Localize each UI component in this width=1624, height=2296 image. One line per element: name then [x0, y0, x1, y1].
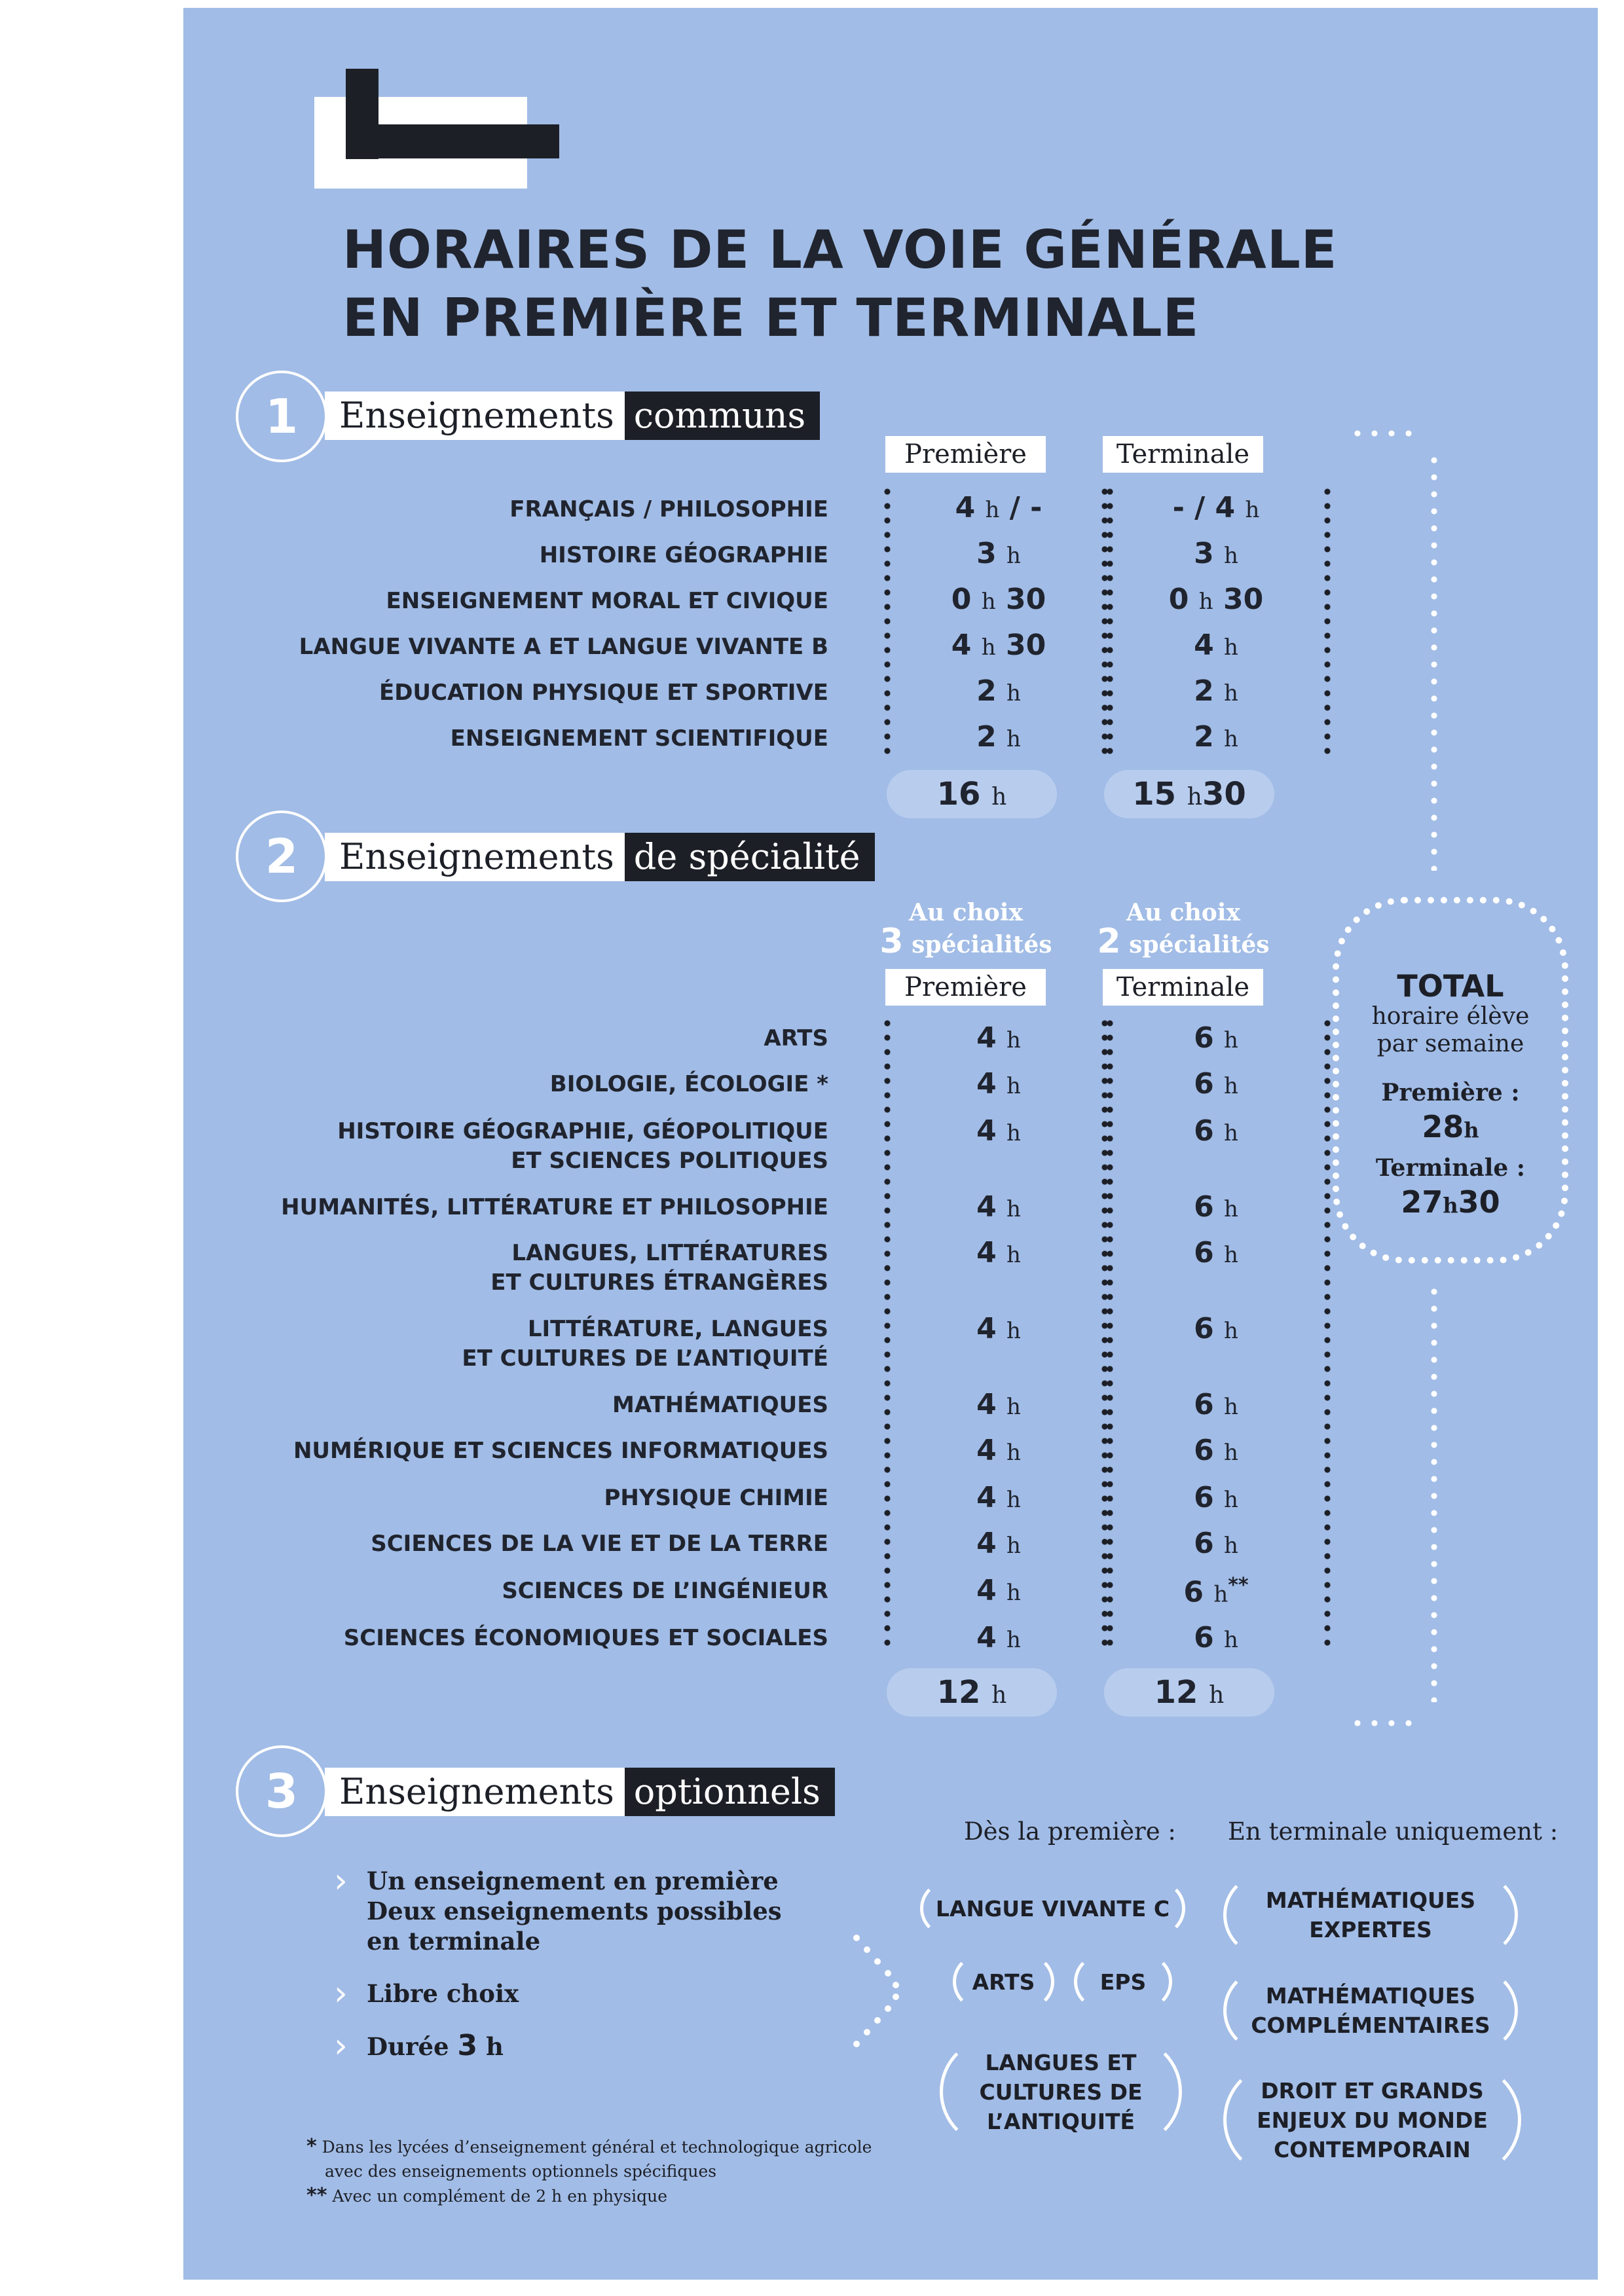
s1-total-premiere-num: 16: [936, 776, 981, 812]
total-terminale-label: Terminale :: [1375, 1154, 1526, 1182]
bullet-3-unit: h: [477, 2032, 504, 2061]
s2-terminale-hours: [1118, 1527, 1314, 1560]
section-2-badge: [236, 811, 327, 902]
s2-subject-line-2: ET SCIENCES POLITIQUES: [511, 1148, 828, 1174]
s1-subject-label: ENSEIGNEMENT SCIENTIFIQUE: [450, 725, 828, 752]
s2-premiere-unit: h: [1006, 1394, 1021, 1420]
s1-premiere-suffix: / -: [999, 491, 1043, 524]
s1-total-terminale: [1104, 770, 1274, 818]
s2-subject-label: [281, 1193, 828, 1222]
connector-lower: [1430, 1283, 1438, 1702]
s2-premiere-num: 4: [976, 1621, 997, 1654]
s1-terminale-hours: [1118, 674, 1314, 708]
s2-subject-label: [550, 1070, 828, 1099]
s1-terminale-num: 4: [1194, 629, 1214, 662]
s2-terminale-unit: h: [1224, 1073, 1238, 1099]
bullet-2-text: Libre choix: [367, 1979, 519, 2008]
bullet-1-line-2: Deux enseignements possibles: [367, 1897, 782, 1925]
s1-premiere-hours: [900, 491, 1097, 524]
s2-choice-premiere-line1: Au choix: [909, 899, 1023, 926]
option-mc-line-1: MATHÉMATIQUES: [1265, 1983, 1476, 2009]
s2-terminale-hours: [1118, 1388, 1314, 1421]
s1-subject-label: FRANÇAIS / PHILOSOPHIE: [509, 496, 828, 522]
s2-terminale-hours: [1118, 1481, 1314, 1514]
option-dg-line-2: ENJEUX DU MONDE: [1257, 2107, 1488, 2133]
s2-subject-label: [502, 1576, 828, 1606]
s2-terminale-hours: [1118, 1190, 1314, 1224]
s2-subject-line-1: SCIENCES DE L’INGÉNIEUR: [502, 1578, 828, 1604]
s2-terminale-hours: [1118, 1574, 1314, 1609]
footnotes: [306, 2134, 872, 2208]
s1-terminale-num: 4: [1215, 491, 1236, 524]
s1-total-terminale-unit: h: [1187, 784, 1202, 811]
s2-subject-line-2: ET CULTURES ÉTRANGÈRES: [490, 1269, 828, 1296]
option-me-line-2: EXPERTES: [1309, 1917, 1432, 1942]
s2-terminale-num: 6: [1183, 1575, 1204, 1609]
option-dg-line-1: DROIT ET GRANDS: [1261, 2077, 1484, 2104]
s2-premiere-hours: [900, 1190, 1097, 1224]
s2-terminale-unit: h: [1224, 1120, 1238, 1146]
s2-terminale-num: 6: [1194, 1434, 1214, 1467]
s1-terminale-hours: [1118, 537, 1314, 570]
s2-col-terminale: Terminale: [1103, 969, 1263, 1006]
s2-terminale-hours: [1118, 1312, 1314, 1345]
s2-total-terminale-unit: h: [1209, 1682, 1225, 1709]
s1-premiere-num: 4: [955, 491, 976, 524]
s2-choice-premiere-num: 3: [879, 922, 904, 961]
s2-col-premiere: Première: [885, 969, 1046, 1006]
option-lv-c-label: LANGUE VIVANTE C: [935, 1895, 1170, 1922]
s1-terminale-unit: h: [1224, 634, 1238, 661]
option-lca-line-2: CULTURES DE: [979, 2079, 1143, 2105]
s2-premiere-unit: h: [1006, 1487, 1021, 1513]
s2-premiere-unit: h: [1006, 1073, 1021, 1099]
s2-terminale-num: 6: [1194, 1312, 1214, 1345]
section-1-label: Enseignements: [325, 392, 625, 440]
s2-terminale-unit: h: [1224, 1027, 1238, 1053]
s1-terminale-unit: h: [1245, 497, 1260, 523]
section-2-heading: [325, 833, 875, 881]
s2-total-terminale: [1104, 1668, 1274, 1717]
s2-terminale-num: 6: [1194, 1236, 1214, 1269]
s2-subject-label: [337, 1117, 828, 1176]
s2-subject-line-1: LANGUES, LITTÉRATURES: [511, 1240, 828, 1266]
s2-terminale-hours: [1118, 1236, 1314, 1269]
s2-subject-line-1: HUMANITÉS, LITTÉRATURE ET PHILOSOPHIE: [281, 1194, 828, 1220]
section-2-number: 2: [265, 829, 299, 884]
s1-terminale-unit: h: [1224, 726, 1238, 752]
s2-subject-line-1: SCIENCES ÉCONOMIQUES ET SOCIALES: [343, 1625, 828, 1651]
total-premiere-num: 28: [1422, 1109, 1464, 1144]
s1-premiere-num: 2: [976, 720, 997, 754]
s1-total-premiere-unit: h: [991, 784, 1007, 811]
total-premiere-unit: h: [1464, 1118, 1479, 1142]
bullet-3-prefix: Durée: [367, 2032, 458, 2061]
s1-total-premiere: [887, 770, 1057, 818]
s2-total-premiere-num: 12: [936, 1674, 981, 1711]
connector-bottom: [1349, 1719, 1421, 1727]
s2-terminale-hours: [1118, 1067, 1314, 1101]
s2-terminale-num: 6: [1194, 1388, 1214, 1421]
s2-premiere-unit: h: [1006, 1580, 1021, 1606]
s1-premiere-hours: [900, 629, 1097, 662]
s2-subject-label: [604, 1484, 828, 1513]
total-terminale-value: [1339, 1184, 1562, 1223]
option-arts-label: ARTS: [972, 1969, 1035, 1995]
s2-terminale-unit: h: [1224, 1627, 1238, 1653]
page-title: [342, 216, 1337, 352]
s2-choice-premiere-line2: spécialités: [912, 931, 1052, 958]
s2-terminale-num: 6: [1194, 1481, 1214, 1514]
s2-subject-line-1: MATHÉMATIQUES: [612, 1392, 828, 1418]
optional-bullets: [334, 1861, 782, 2084]
s2-total-terminale-num: 12: [1154, 1674, 1198, 1711]
s2-terminale-mark: **: [1228, 1574, 1249, 1597]
bullet-3: [334, 2026, 782, 2066]
s1-premiere-hours: [900, 583, 1097, 616]
bullet-1-line-1: Un enseignement en première: [367, 1867, 779, 1895]
s2-premiere-unit: h: [1006, 1242, 1021, 1268]
bullet-1: [334, 1861, 782, 1956]
s2-choice-terminale-line1: Au choix: [1126, 899, 1240, 926]
s1-terminale-hours: [1118, 629, 1314, 662]
footnote-1-line-2: avec des enseignements optionnels spécifiques: [325, 2162, 717, 2181]
s2-choice-terminale-num: 2: [1097, 922, 1121, 961]
s1-premiere-hours: [900, 674, 1097, 708]
s2-premiere-hours: [900, 1434, 1097, 1467]
section-1-badge: [236, 371, 327, 462]
footnote-1-line-1: Dans les lycées d’enseignement général et technologique agricole: [322, 2138, 872, 2157]
s1-premiere-unit: h: [981, 634, 996, 661]
s1-premiere-unit: h: [981, 589, 996, 615]
s2-terminale-hours: [1118, 1434, 1314, 1467]
s1-premiere-num: 4: [951, 629, 972, 662]
s2-terminale-hours: [1118, 1021, 1314, 1055]
total-terminale-suffix: 30: [1458, 1184, 1500, 1220]
s2-subject-line-1: LITTÉRATURE, LANGUES: [527, 1316, 828, 1342]
footnote-1: [306, 2134, 872, 2159]
s2-premiere-unit: h: [1006, 1533, 1021, 1559]
s1-terminale-num: 3: [1194, 537, 1214, 570]
s1-terminale-num: 2: [1194, 674, 1214, 708]
s1-terminale-dotted-column: [1101, 484, 1331, 759]
s1-premiere-num: 0: [951, 583, 972, 616]
s1-premiere-unit: h: [985, 497, 1000, 523]
s2-subject-label: [371, 1529, 828, 1559]
option-lca-line-3: L’ANTIQUITÉ: [986, 2108, 1135, 2134]
s2-terminale-num: 6: [1194, 1114, 1214, 1148]
s2-terminale-hours: [1118, 1114, 1314, 1148]
s1-terminale-hours: [1118, 583, 1314, 616]
s2-premiere-num: 4: [976, 1236, 997, 1269]
option-mc-line-2: COMPLÉMENTAIRES: [1251, 2013, 1490, 2038]
s2-subject-label: [764, 1024, 828, 1053]
option-langues-cultures-antiquite: [940, 2036, 1182, 2147]
s1-col-terminale: Terminale: [1103, 436, 1263, 473]
s1-premiere-dotted-column: [884, 484, 1113, 759]
s1-premiere-unit: h: [1006, 680, 1021, 706]
s2-premiere-hours: [900, 1067, 1097, 1101]
chevron-right-icon: ›: [334, 2026, 348, 2066]
s2-subject-label: [462, 1315, 828, 1374]
s2-premiere-hours: [900, 1527, 1097, 1560]
s2-premiere-num: 4: [976, 1312, 997, 1345]
s2-premiere-num: 4: [976, 1067, 997, 1101]
section-2-label: Enseignements: [325, 833, 625, 881]
footnote-2-star: **: [306, 2184, 327, 2207]
option-mathematiques-expertes: [1223, 1872, 1518, 1958]
option-me-line-1: MATHÉMATIQUES: [1265, 1887, 1476, 1913]
s2-terminale-hours: [1118, 1621, 1314, 1654]
footnote-2: [306, 2183, 872, 2208]
s1-premiere-unit: h: [1006, 726, 1021, 752]
s2-premiere-hours: [900, 1574, 1097, 1607]
s2-subject-line-2: ET CULTURES DE L’ANTIQUITÉ: [462, 1345, 828, 1372]
chevron-right-icon: ›: [334, 1974, 348, 2013]
total-box: [1333, 897, 1568, 1264]
s2-premiere-hours: [900, 1236, 1097, 1269]
total-terminale-unit: h: [1443, 1193, 1458, 1218]
s2-premiere-num: 4: [976, 1434, 997, 1467]
des-premiere-heading: Dès la première :: [964, 1817, 1176, 1846]
s2-premiere-hours: [900, 1021, 1097, 1055]
s1-terminale-suffix: 30: [1213, 583, 1264, 616]
s2-terminale-num: 6: [1194, 1621, 1214, 1654]
s2-terminale-unit: h: [1224, 1318, 1238, 1344]
option-arts: [953, 1954, 1054, 2010]
s2-total-premiere: [887, 1668, 1057, 1717]
s1-premiere-unit: h: [1006, 543, 1021, 569]
s2-total-premiere-unit: h: [991, 1682, 1007, 1709]
s2-terminale-unit: h: [1224, 1487, 1238, 1513]
s2-premiere-hours: [900, 1621, 1097, 1654]
total-title: TOTAL: [1397, 968, 1504, 1004]
s1-terminale-hours: [1118, 491, 1314, 524]
s2-choice-terminale-line2: spécialités: [1129, 931, 1270, 958]
s2-premiere-unit: h: [1006, 1027, 1021, 1053]
s2-premiere-num: 4: [976, 1527, 997, 1560]
s2-premiere-hours: [900, 1114, 1097, 1148]
s1-terminale-prefix: - /: [1172, 491, 1215, 524]
s2-subject-label: [612, 1391, 828, 1420]
s1-terminale-num: 2: [1194, 720, 1214, 754]
s1-subject-label: HISTOIRE GÉOGRAPHIE: [539, 542, 828, 568]
section-2-highlight: de spécialité: [625, 833, 875, 881]
s2-premiere-num: 4: [976, 1190, 997, 1224]
section-1-number: 1: [265, 389, 299, 444]
s2-terminale-unit: h: [1224, 1440, 1238, 1466]
s2-subject-line-1: HISTOIRE GÉOGRAPHIE, GÉOPOLITIQUE: [337, 1118, 828, 1144]
s1-premiere-suffix: 30: [995, 629, 1046, 662]
section-1-highlight: communs: [625, 392, 820, 440]
option-dg-line-3: CONTEMPORAIN: [1274, 2136, 1471, 2162]
section-3-label: Enseignements: [325, 1768, 625, 1816]
option-eps: [1074, 1954, 1172, 2010]
total-premiere-value: [1339, 1109, 1562, 1148]
s1-premiere-hours: [900, 720, 1097, 754]
s2-terminale-num: 6: [1194, 1067, 1214, 1101]
s2-premiere-unit: h: [1006, 1318, 1021, 1344]
total-sub1: horaire élève: [1371, 1003, 1530, 1030]
bullet-3-num: 3: [457, 2029, 478, 2062]
s1-terminale-unit: h: [1224, 680, 1238, 706]
en-terminale-heading: En terminale uniquement :: [1228, 1817, 1559, 1846]
s2-terminale-num: 6: [1194, 1527, 1214, 1560]
s2-premiere-num: 4: [976, 1481, 997, 1514]
s2-subject-label: [344, 1624, 828, 1653]
title-line-2: EN PREMIÈRE ET TERMINALE: [342, 287, 1200, 348]
s2-premiere-unit: h: [1006, 1120, 1021, 1146]
connector-upper: [1430, 452, 1438, 871]
option-mathematiques-complementaires: [1223, 1968, 1518, 2053]
footnote-1-star: *: [306, 2135, 317, 2158]
s2-premiere-unit: h: [1006, 1627, 1021, 1653]
s1-premiere-hours: [900, 537, 1097, 570]
s1-subject-label: ÉDUCATION PHYSIQUE ET SPORTIVE: [378, 680, 828, 706]
s2-premiere-num: 4: [976, 1114, 997, 1148]
section-3-highlight: optionnels: [625, 1768, 835, 1816]
s1-premiere-num: 2: [976, 674, 997, 708]
option-droit-grands-enjeux: [1223, 2062, 1521, 2178]
s1-terminale-unit: h: [1224, 543, 1238, 569]
s2-subject-label: [293, 1436, 828, 1466]
s1-terminale-num: 0: [1168, 583, 1189, 616]
section-3-badge: [236, 1745, 327, 1837]
option-eps-label: EPS: [1099, 1969, 1147, 1995]
total-terminale-num: 27: [1401, 1184, 1443, 1220]
s2-subject-line-1: ARTS: [764, 1025, 828, 1051]
s2-premiere-hours: [900, 1312, 1097, 1345]
s1-col-premiere: Première: [885, 436, 1046, 473]
s2-subject-label: [490, 1239, 828, 1298]
s1-subject-label: ENSEIGNEMENT MORAL ET CIVIQUE: [386, 588, 828, 614]
dotted-arrow-connector: [851, 1931, 904, 2062]
s2-terminale-unit: h: [1224, 1242, 1238, 1268]
s2-premiere-num: 4: [976, 1388, 997, 1421]
s2-premiere-unit: h: [1006, 1196, 1021, 1222]
s2-premiere-num: 4: [976, 1574, 997, 1607]
s2-premiere-num: 4: [976, 1021, 997, 1055]
bullet-1-line-3: en terminale: [367, 1927, 541, 1956]
s1-total-terminale-num: 15: [1132, 776, 1177, 812]
bullet-2: [334, 1974, 782, 2013]
title-line-1: HORAIRES DE LA VOIE GÉNÉRALE: [342, 219, 1338, 280]
s2-terminale-num: 6: [1194, 1021, 1214, 1055]
s2-premiere-unit: h: [1006, 1440, 1021, 1466]
connector-top: [1349, 429, 1421, 437]
s2-choice-terminale: [1075, 898, 1291, 959]
section-3-heading: [325, 1768, 835, 1816]
s2-terminale-unit: h: [1224, 1394, 1238, 1420]
logo-bar-horizontal: [346, 124, 559, 158]
chevron-right-icon: ›: [334, 1861, 348, 1901]
s2-terminale-unit: h: [1224, 1533, 1238, 1559]
section-1-heading: [325, 392, 820, 440]
footnote-2-text: Avec un complément de 2 h en physique: [332, 2187, 667, 2206]
s2-terminale-num: 6: [1194, 1190, 1214, 1224]
s2-subject-line-1: NUMÉRIQUE ET SCIENCES INFORMATIQUES: [293, 1438, 828, 1464]
s1-subject-label: LANGUE VIVANTE A ET LANGUE VIVANTE B: [299, 634, 828, 660]
option-langue-vivante-c: [920, 1880, 1185, 1937]
s1-total-terminale-suffix: 30: [1202, 776, 1246, 812]
total-sub2: par semaine: [1376, 1030, 1524, 1057]
option-lca-line-1: LANGUES ET: [985, 2049, 1137, 2075]
s2-subject-line-1: SCIENCES DE LA VIE ET DE LA TERRE: [371, 1531, 828, 1557]
s2-choice-premiere: [858, 898, 1074, 959]
s2-subject-line-1: BIOLOGIE, ÉCOLOGIE *: [549, 1071, 828, 1097]
s2-premiere-hours: [900, 1481, 1097, 1514]
s2-subject-line-1: PHYSIQUE CHIMIE: [604, 1485, 828, 1511]
s1-terminale-hours: [1118, 720, 1314, 754]
s2-terminale-unit: h: [1213, 1581, 1228, 1608]
s1-premiere-suffix: 30: [995, 583, 1046, 616]
s1-premiere-num: 3: [976, 537, 997, 570]
section-3-number: 3: [265, 1764, 299, 1819]
s1-terminale-unit: h: [1198, 589, 1213, 615]
total-premiere-label: Première :: [1381, 1079, 1520, 1106]
s2-terminale-unit: h: [1224, 1196, 1238, 1222]
s2-premiere-hours: [900, 1388, 1097, 1421]
